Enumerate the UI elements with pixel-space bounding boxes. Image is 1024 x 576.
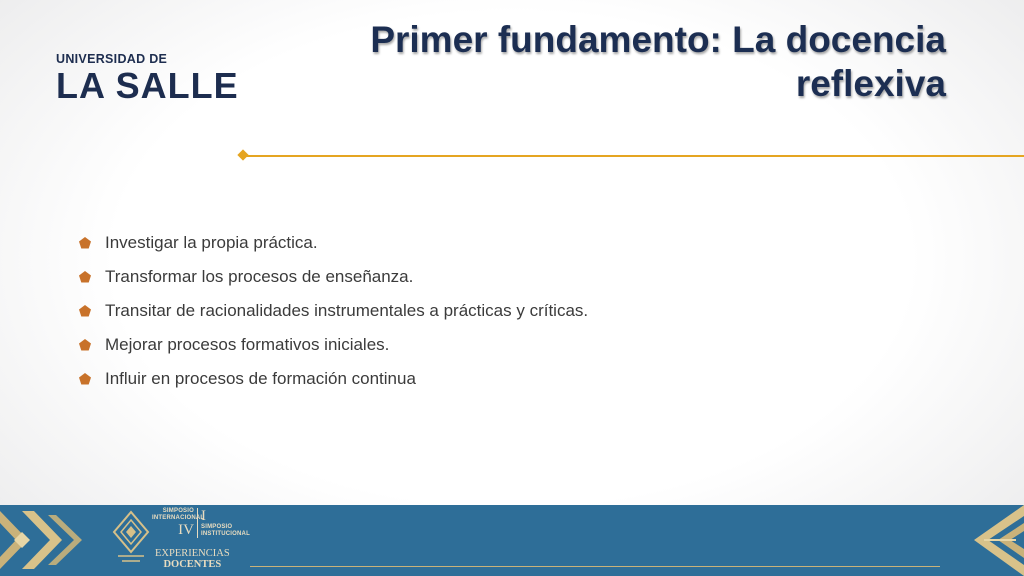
simposio-emblem-icon — [112, 510, 150, 568]
experiencias-docentes-wordmark — [155, 548, 230, 570]
slide-title — [246, 18, 946, 106]
bullet-text: Transformar los procesos de enseñanza. — [105, 267, 414, 286]
list-item — [78, 294, 588, 328]
title-line-1: Primer fundamento: La docencia — [370, 19, 946, 60]
chevron-decoration-left-icon — [0, 505, 90, 576]
pentagon-bullet-icon — [78, 304, 92, 318]
bullet-text: Investigar la propia práctica. — [105, 233, 318, 252]
title-line-2: reflexiva — [795, 63, 946, 104]
university-logo — [56, 52, 239, 106]
logo-top-text: UNIVERSIDAD DE — [56, 52, 168, 66]
footer-divider — [250, 566, 940, 567]
chevron-decoration-right-icon — [954, 505, 1024, 576]
list-item — [78, 362, 588, 396]
list-item — [78, 260, 588, 294]
experiencias-text: EXPERIENCIAS — [155, 548, 230, 559]
pentagon-bullet-icon — [78, 338, 92, 352]
bullet-list — [78, 226, 588, 396]
bullet-text: Mejorar procesos formativos iniciales. — [105, 335, 390, 354]
pentagon-bullet-icon — [78, 270, 92, 284]
bullet-text: Influir en procesos de formación continua — [105, 369, 416, 388]
pentagon-bullet-icon — [78, 236, 92, 250]
simposio-block — [152, 508, 250, 538]
pentagon-bullet-icon — [78, 372, 92, 386]
bullet-text: Transitar de racionalidades instrumentales a prácticas y críticas. — [105, 301, 589, 320]
logo-main-text: LA SALLE — [56, 65, 239, 106]
docentes-text: DOCENTES — [163, 559, 222, 570]
simposio-internacional-number: IV — [178, 522, 194, 538]
simposio-institucional-label: SIMPOSIO INSTITUCIONAL — [201, 524, 250, 537]
list-item — [78, 226, 588, 260]
simposio-internacional-label: SIMPOSIO INTERNACIONAL — [152, 508, 205, 521]
title-divider — [244, 155, 1024, 157]
simposio-institucional-number: I — [201, 508, 206, 524]
list-item — [78, 328, 588, 362]
